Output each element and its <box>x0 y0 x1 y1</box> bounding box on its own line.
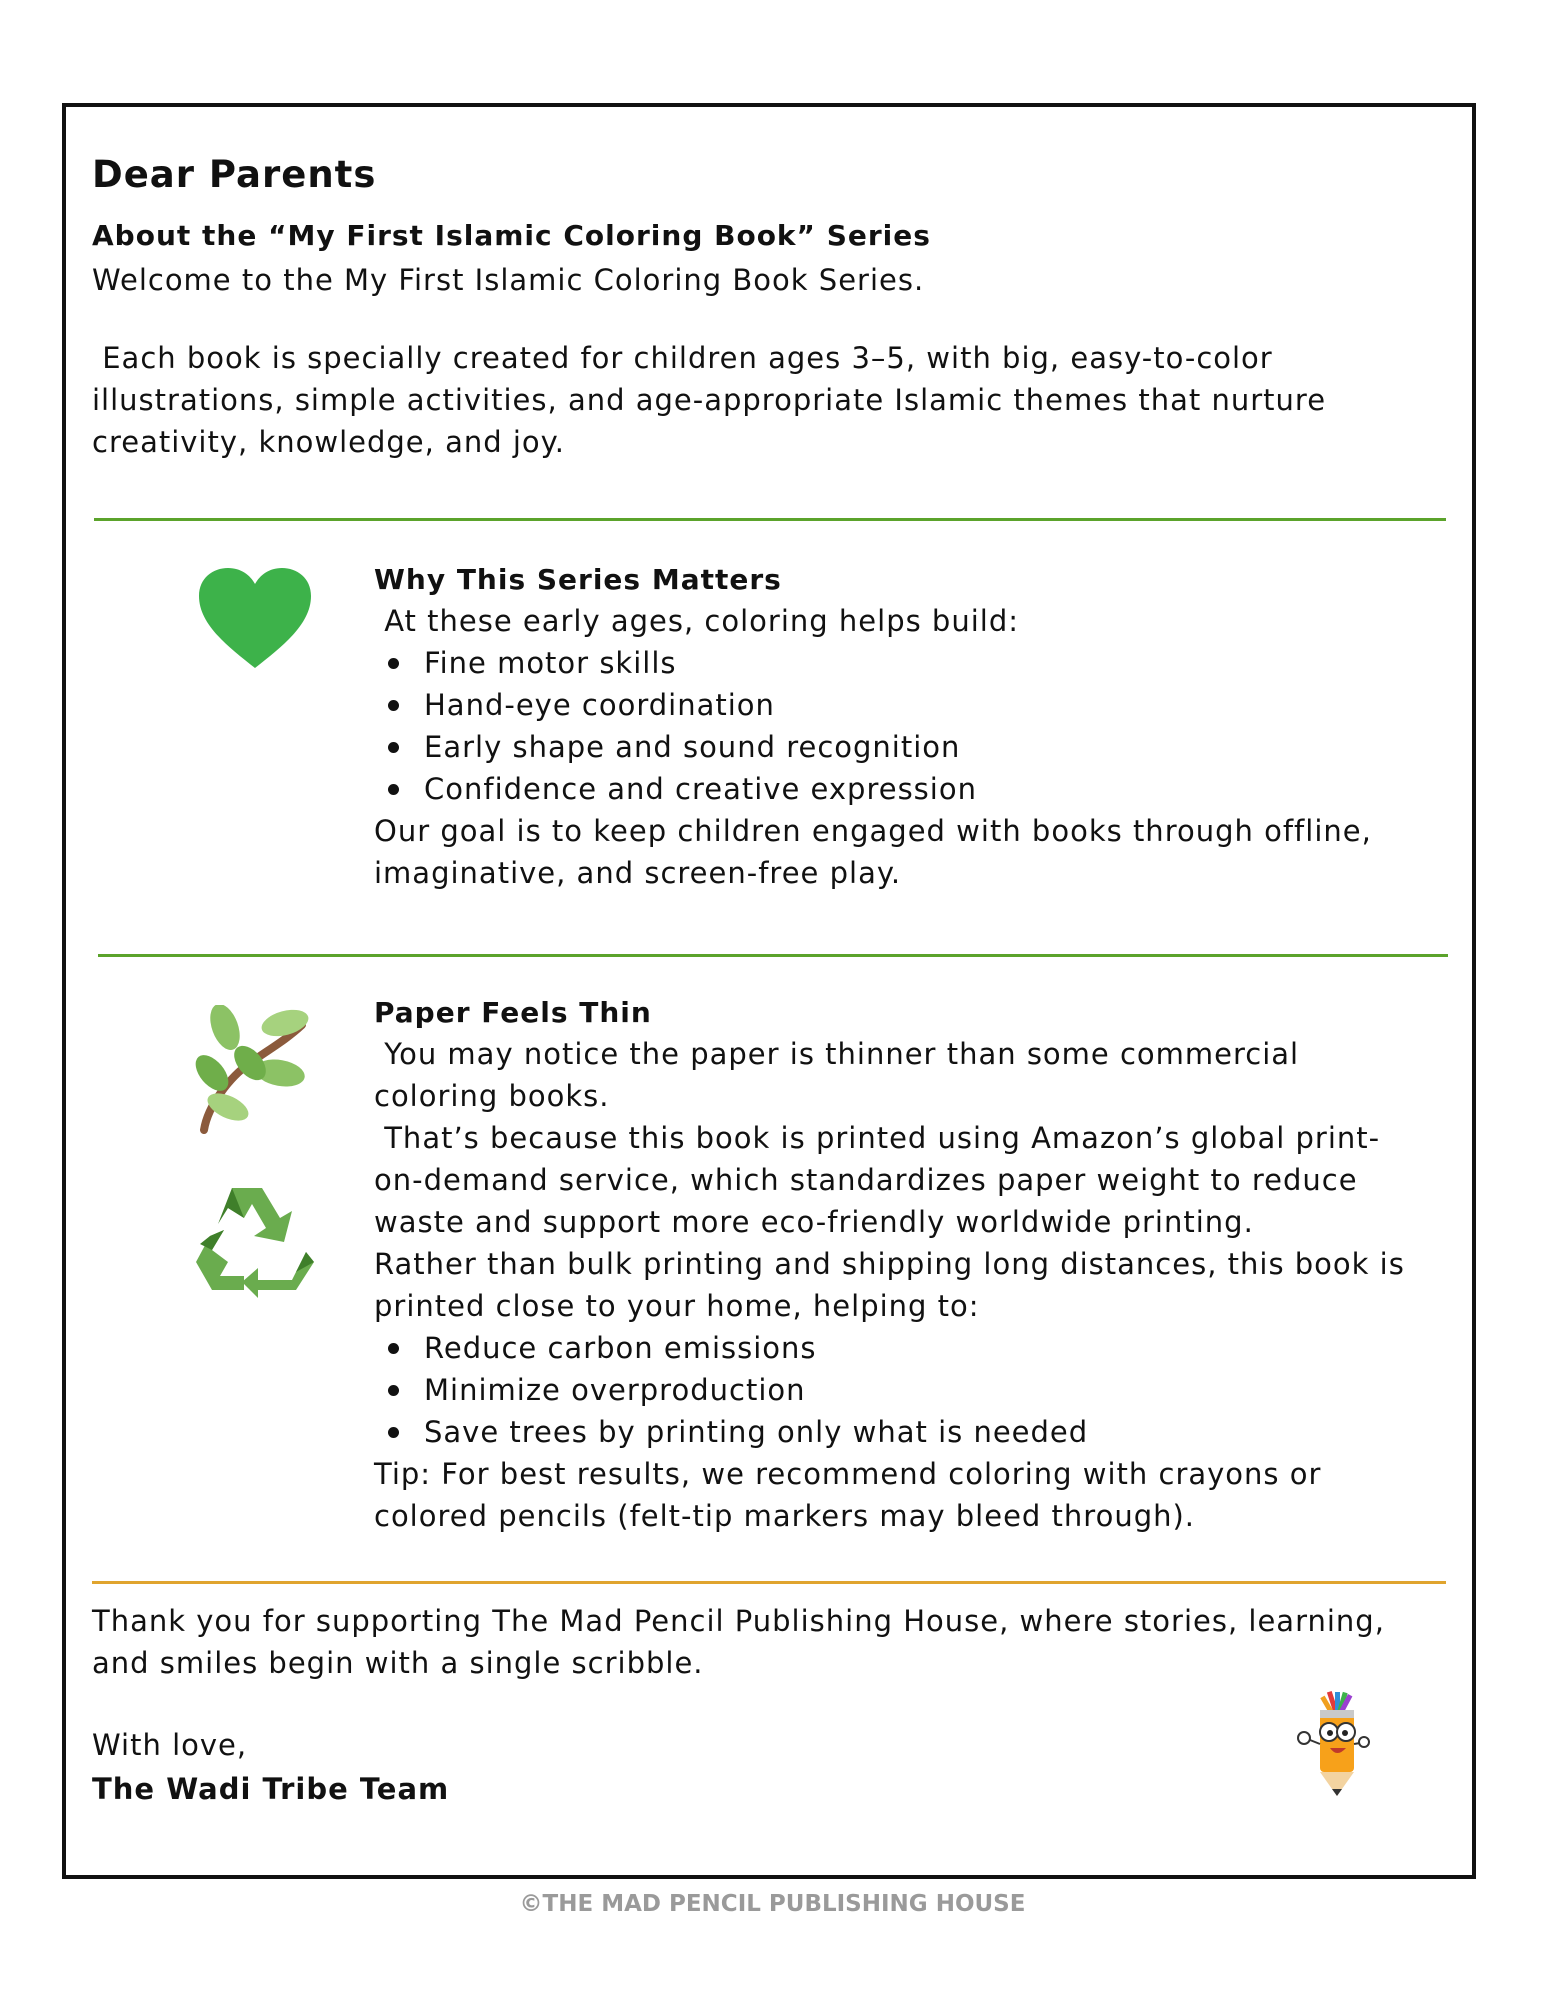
why-heading: Why This Series Matters <box>374 563 782 596</box>
divider-2 <box>98 954 1448 957</box>
intro-line: creativity, knowledge, and joy. <box>92 425 565 459</box>
paper-line: on-demand service, which standardizes paper weight to reduce <box>374 1163 1358 1197</box>
tip-line: colored pencils (felt-tip markers may bleed through). <box>374 1499 1196 1533</box>
heart-icon <box>197 566 313 671</box>
list-item: Confidence and creative expression <box>374 768 1444 810</box>
list-item: Hand-eye coordination <box>374 684 1444 726</box>
list-item: Early shape and sound recognition <box>374 726 1444 768</box>
why-body <box>374 600 1444 894</box>
footer-copyright: ©THE MAD PENCIL PUBLISHING HOUSE <box>519 1891 1026 1917</box>
why-lead: At these early ages, coloring helps build: <box>374 604 1020 638</box>
intro-line: illustrations, simple activities, and age-appropriate Islamic themes that nurture <box>92 383 1327 417</box>
intro-line: Each book is specially created for children ages 3–5, with big, easy-to-color <box>92 341 1273 375</box>
thanks-line: and smiles begin with a single scribble. <box>92 1646 704 1680</box>
why-closing-line: imaginative, and screen-free play. <box>374 856 902 890</box>
paper-line: Rather than bulk printing and shipping long distances, this book is <box>374 1247 1405 1281</box>
page-title: Dear Parents <box>92 153 377 196</box>
why-bullet-list <box>374 642 1444 810</box>
paper-line: You may notice the paper is thinner than some commercial <box>374 1037 1300 1071</box>
paper-heading: Paper Feels Thin <box>374 996 652 1029</box>
list-item: Fine motor skills <box>374 642 1444 684</box>
paper-line: waste and support more eco-friendly worldwide printing. <box>374 1205 1254 1239</box>
tip-line: Tip: For best results, we recommend coloring with crayons or <box>374 1457 1322 1491</box>
list-item: Minimize overproduction <box>374 1369 1444 1411</box>
pencil-mascot-icon <box>1290 1690 1370 1802</box>
intro-paragraph <box>92 337 1326 463</box>
recycle-icon <box>188 1180 316 1302</box>
why-closing-line: Our goal is to keep children engaged with books through offline, <box>374 814 1372 848</box>
paper-line: That’s because this book is printed using Amazon’s global print- <box>374 1121 1381 1155</box>
paper-body <box>374 1033 1444 1537</box>
paper-line: printed close to your home, helping to: <box>374 1289 980 1323</box>
list-item: Save trees by printing only what is needed <box>374 1411 1444 1453</box>
paper-line: coloring books. <box>374 1079 610 1113</box>
leaf-branch-icon <box>190 1005 315 1135</box>
sign-off: With love, <box>92 1728 248 1762</box>
thanks-paragraph <box>92 1600 1462 1684</box>
about-heading: About the “My First Islamic Coloring Book” Series <box>92 219 931 252</box>
team-name: The Wadi Tribe Team <box>92 1772 450 1806</box>
paper-bullet-list <box>374 1327 1444 1453</box>
list-item: Reduce carbon emissions <box>374 1327 1444 1369</box>
divider-3 <box>92 1581 1446 1584</box>
thanks-line: Thank you for supporting The Mad Pencil Publishing House, where stories, learning, <box>92 1604 1385 1638</box>
divider-1 <box>94 518 1446 521</box>
welcome-text: Welcome to the My First Islamic Coloring Book Series. <box>92 263 925 297</box>
